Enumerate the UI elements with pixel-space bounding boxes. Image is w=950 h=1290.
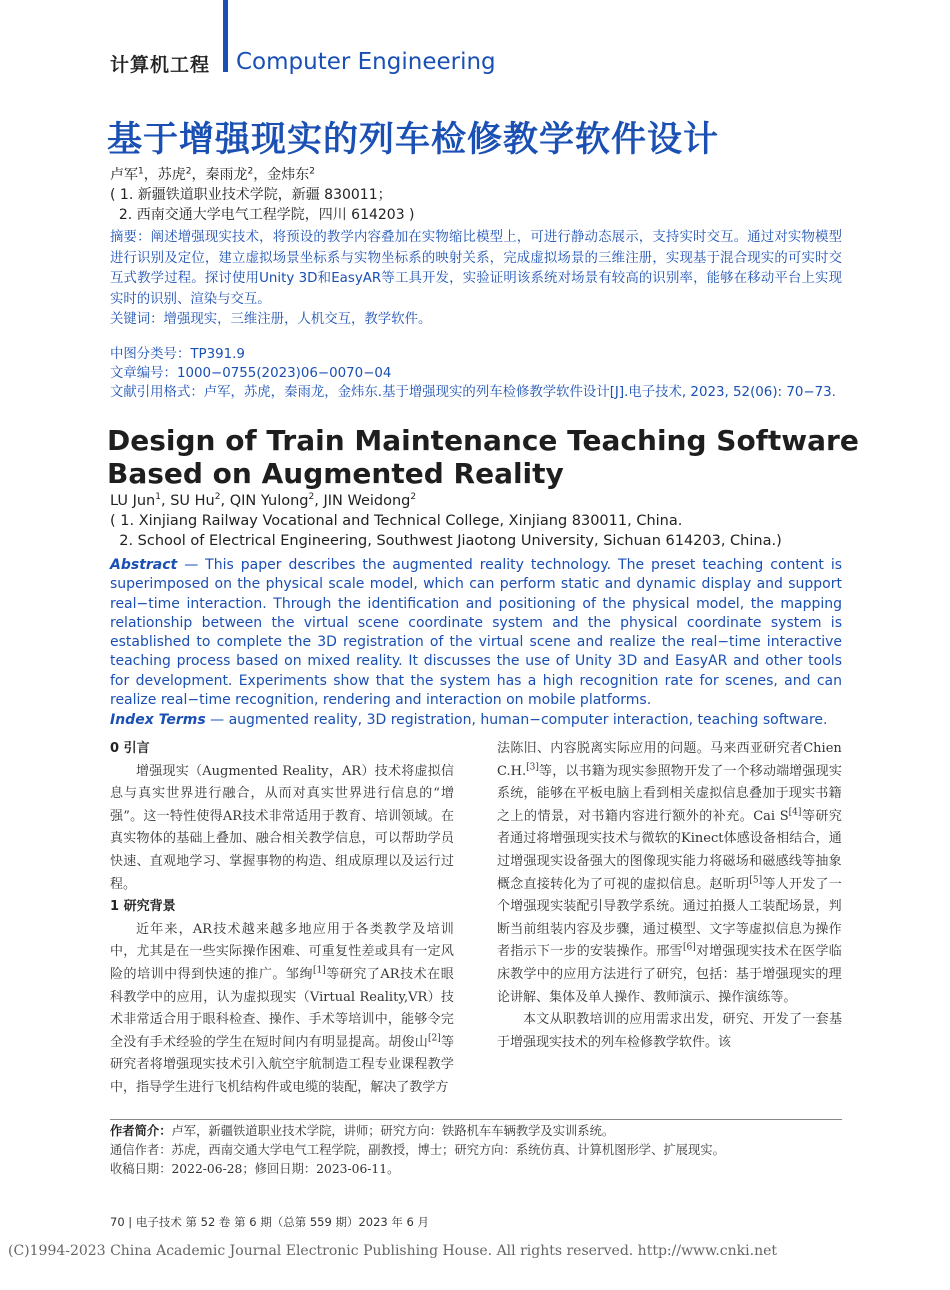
section-heading: 0 引言 (110, 741, 150, 756)
author-affil-mark: 2 (410, 492, 417, 503)
author-affil-mark: 2 (247, 166, 254, 177)
section-heading: 1 研究背景 (110, 899, 176, 915)
footnote-rule (110, 1119, 842, 1120)
footnote-dates: 收稿日期：2022-06-28；修回日期：2023-06-11。 (110, 1162, 400, 1176)
journal-name-cn: 计算机工程 (110, 54, 211, 76)
body-paragraph: 增强现实（Augmented Reality，AR）技术将虚拟信息与真实世界进行融合，从而对真实世界进行信息的“增强”。这一特性使得AR技术非常适用于教育、培训领域。在真实物体的基础上叠加、融合相关教学信息，可以帮助学员快速、直观地学习、掌握事物的构造、组成原理以及运行过程。 (110, 763, 454, 892)
body-paragraph-continued: 法陈旧、内容脱离实际应用的问题。马来西亚研究者Chien C.H.[3]等，以书籍为现实参照物开发了一个移动端增强现实系统，能够在平板电脑上看到相关虚拟信息叠加于现实书籍之上的情景，对书籍内容进行额外的补充。Cai S[4]等研究者通过将增强现实技术与微软的Kinect体感设备相结合，通过增强现实设备强大的图像现实能力将磁场和磁感线等抽象概念直接转化为了可视的虚拟信息。赵昕玥[5]等人开发了一个增强现实装配引导教学系统。通过拍摄人工装配场景，判断当前组装内容及步骤，通过模型、文字等虚拟信息为操作者指示下一步的安装操作。邢雪[6]对增强现实技术在医学临床教学中的应用方法进行了研究，包括：基于增强现实的理论讲解、集体及单人操作、教师演示、操作演练等。 (497, 741, 842, 1005)
author-separator: ， (191, 167, 206, 183)
index-terms-text: — augmented reality, 3D registration, human−computer interaction, teaching software. (205, 712, 828, 728)
abstract-cn: 摘要：阐述增强现实技术，将预设的教学内容叠加在实物缩比模型上，可进行静动态展示，支持实时交互。通过对实物模型进行识别及定位，建立虚拟场景坐标系与实物坐标系的映射关系，完成虚拟场景的三维注册，实现基于混合现实的可实时交互式教学过程。探讨使用Unity 3D和EasyAR等工具开发，实验证明该系统对场景有较高的识别率，能够在移动平台上实现实时的识别、渲染与交互。 (110, 230, 842, 307)
paper-title-en: Design of Train Maintenance Teaching Software Based on Augmented Reality (107, 424, 859, 490)
abstract-en (110, 556, 842, 710)
footnote-author (110, 1122, 850, 1141)
author-name: JIN Weidong (323, 493, 411, 509)
author-separator: , (220, 493, 230, 509)
body-paragraph: 本文从职教培训的应用需求出发，研究、开发了一套基于增强现实技术的列车检修教学软件。该 (497, 1012, 842, 1050)
footnote-label: 作者简介： (110, 1124, 172, 1138)
author-name: LU Jun (110, 493, 156, 509)
clc-number: 中图分类号：TP391.9 (110, 347, 245, 362)
citation-mark: [5] (749, 875, 763, 886)
affiliation-cn-2: 2. 西南交通大学电气工程学院，四川 614203 ) (110, 207, 415, 223)
keywords-cn: 关键词：增强现实，三维注册，人机交互，教学软件。 (110, 312, 432, 327)
citation-mark: [1] (312, 965, 326, 976)
author-affil-mark: 2 (309, 166, 315, 177)
index-terms-label: Index Terms (110, 712, 206, 728)
copyright-notice: (C)1994-2023 China Academic Journal Electronic Publishing House. All rights reserved. http://www.cnki.net (8, 1243, 778, 1259)
page-footer: 70 | 电子技术 第 52 卷 第 6 期（总第 559 期）2023 年 6 月 (110, 1215, 430, 1229)
header-divider-bar (223, 0, 228, 72)
body-column-right (497, 738, 842, 1054)
citation-format: 文献引用格式：卢军，苏虎，秦雨龙，金炜东.基于增强现实的列车检修教学软件设计[J].电子技术, 2023, 52(06): 70−73. (110, 385, 836, 400)
author-name: SU Hu (170, 493, 215, 509)
abstract-text: — This paper describes the augmented reality technology. The preset teaching content is superimposed on the physical scale model, which can perform static and dynamic display and support real−time interaction. Through the identification and positioning of the physical model, the mapping relationship between the virtual scene coordinate system and the physical coordinate system is established to complete the 3D registration of the virtual scene and realize the real−time interactive teaching process based on mixed reality. It discusses the use of Unity 3D and EasyAR and other tools for development. Experiments show that the system has a high recognition rate for scenes, and can realize real−time recognition, rendering and interaction on mobile platforms. (110, 557, 842, 709)
author-footnote (110, 1122, 850, 1179)
author-separator: ， (143, 167, 158, 183)
citation-mark: [3] (526, 762, 539, 773)
author-name: 卢军 (110, 167, 138, 183)
citation-mark: [6] (682, 943, 696, 954)
article-number: 文章编号：1000−0755(2023)06−0070−04 (110, 366, 392, 381)
author-name: 金炜东 (267, 167, 310, 183)
index-terms (110, 712, 850, 728)
affiliation-cn-1: ( 1. 新疆铁道职业技术学院，新疆 830011； (110, 187, 392, 203)
body-paragraph: 近年来，AR技术越来越多地应用于各类教学及培训中，尤其是在一些实际操作困难、可重复性差或具有一定风险的培训中得到快速的推广。邹绚[1]等研究了AR技术在眼科教学中的应用，认为虚拟现实（Virtual Reality,VR）技术非常适合用于眼科检查、操作、手术等培训中，能够令完全没有手术经验的学生在短时间内有明显提高。胡俊山[2]等研究者将增强现实技术引入航空宇航制造工程专业课程教学中，指导学生进行飞机结构件或电缆的装配，解决了教学方 (110, 921, 454, 1095)
author-affil-mark: 2 (308, 492, 315, 503)
body-column-left (110, 738, 454, 1100)
footnote-text: 苏虎，西南交通大学电气工程学院，副教授，博士；研究方向：系统仿真、计算机图形学、扩展现实。 (171, 1143, 725, 1157)
authors-cn (110, 164, 315, 184)
author-affil-mark: 1 (155, 492, 161, 503)
author-name: 苏虎 (157, 167, 186, 183)
paper-title-cn: 基于增强现实的列车检修教学软件设计 (107, 120, 720, 160)
journal-name-en: Computer Engineering (236, 49, 496, 75)
footnote-text: 卢军，新疆铁道职业技术学院，讲师；研究方向：铁路机车车辆教学及实训系统。 (171, 1124, 615, 1138)
abstract-label: Abstract (110, 557, 178, 573)
affiliation-en-1: ( 1. Xinjiang Railway Vocational and Technical College, Xinjiang 830011, China. (110, 513, 683, 529)
authors-en (110, 493, 416, 509)
footnote-label: 通信作者： (110, 1143, 172, 1157)
citation-mark: [4] (788, 807, 802, 818)
affiliation-en-2: 2. School of Electrical Engineering, Southwest Jiaotong University, Sichuan 614203, China.) (110, 533, 782, 549)
citation-mark: [2] (428, 1033, 441, 1044)
author-affil-mark: 1 (138, 166, 144, 177)
author-name: 秦雨龙 (205, 167, 248, 183)
author-separator: , (314, 493, 324, 509)
author-name: QIN Yulong (229, 493, 309, 509)
author-affil-mark: 2 (185, 166, 192, 177)
author-separator: , (160, 493, 171, 509)
author-affil-mark: 2 (214, 492, 221, 503)
author-separator: ， (253, 167, 268, 183)
footnote-corresponding (110, 1141, 850, 1160)
